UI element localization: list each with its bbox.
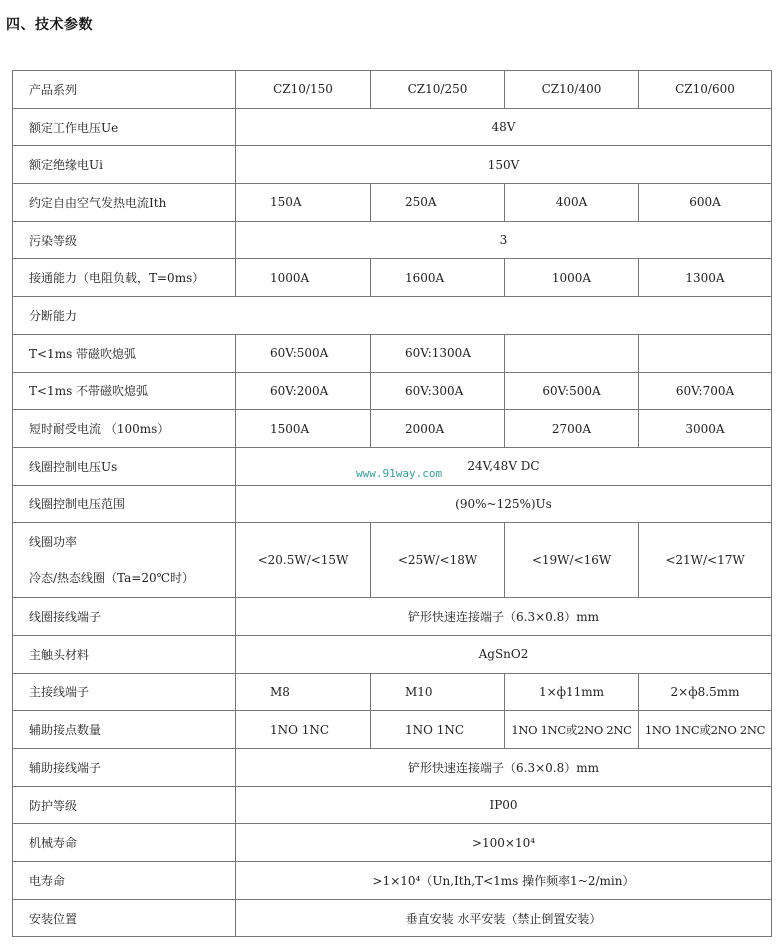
row-label-line: 冷态/热态线圈（Ta=20℃时） (29, 571, 195, 586)
value-cell: <19W/<16W (505, 523, 639, 598)
row-label: 污染等级 (13, 221, 236, 259)
table-row (13, 635, 772, 673)
row-label: 接通能力（电阻负载，T=0ms） (13, 259, 236, 297)
row-label: 额定绝缘电Ui (13, 146, 236, 184)
value-cell: 1NO 1NC或2NO 2NC (505, 711, 639, 749)
table-row (13, 71, 772, 109)
spec-table (12, 70, 772, 937)
table-row (13, 824, 772, 862)
row-label: 额定工作电压Ue (13, 108, 236, 146)
value-cell: 24V,48V DC (236, 447, 772, 485)
row-label: 主触头材料 (13, 635, 236, 673)
value-cell: 2×ф8.5mm (639, 673, 772, 711)
table-row (13, 673, 772, 711)
table-row (13, 184, 772, 222)
row-label: 辅助接点数量 (13, 711, 236, 749)
table-row (13, 297, 772, 335)
value-cell: 600A (639, 184, 772, 222)
value-cell: 1000A (505, 259, 639, 297)
row-label-line: 线圈功率 (29, 535, 78, 550)
value-cell: >100×10⁴ (236, 824, 772, 862)
table-row (13, 334, 772, 372)
table-row (13, 108, 772, 146)
table-row (13, 598, 772, 636)
table-row (13, 523, 772, 598)
value-cell: AgSnO2 (236, 635, 772, 673)
table-row (13, 221, 772, 259)
table-row (13, 862, 772, 900)
value-cell: 60V:300A (371, 372, 505, 410)
value-cell: 2000A (371, 410, 505, 448)
row-label: 分断能力 (13, 297, 772, 335)
table-row (13, 259, 772, 297)
table-row (13, 786, 772, 824)
value-cell: <21W/<17W (639, 523, 772, 598)
value-cell: 1600A (371, 259, 505, 297)
value-cell: 1×ф11mm (505, 673, 639, 711)
value-cell: 250A (371, 184, 505, 222)
row-label: 辅助接线端子 (13, 749, 236, 787)
value-cell: 60V:500A (505, 372, 639, 410)
value-cell: 1300A (639, 259, 772, 297)
value-cell: 1000A (236, 259, 371, 297)
row-label: 主接线端子 (13, 673, 236, 711)
value-cell: 48V (236, 108, 772, 146)
value-cell (505, 334, 639, 372)
model-cell: CZ10/150 (236, 71, 371, 109)
row-label: T<1ms 不带磁吹熄弧 (13, 372, 236, 410)
table-row (13, 711, 772, 749)
value-cell: IP00 (236, 786, 772, 824)
value-cell: 60V:200A (236, 372, 371, 410)
value-cell: 3000A (639, 410, 772, 448)
value-cell: 2700A (505, 410, 639, 448)
table-row (13, 146, 772, 184)
value-cell: <20.5W/<15W (236, 523, 371, 598)
value-cell: 铲形快速连接端子（6.3×0.8）mm (236, 598, 772, 636)
value-cell: 1NO 1NC (236, 711, 371, 749)
table-row (13, 485, 772, 523)
value-cell: (90%~125%)Us (236, 485, 772, 523)
value-cell: >1×10⁴（Un,Ith,T<1ms 操作频率1~2/min） (236, 862, 772, 900)
value-cell: 400A (505, 184, 639, 222)
value-cell: 铲形快速连接端子（6.3×0.8）mm (236, 749, 772, 787)
row-label: T<1ms 带磁吹熄弧 (13, 334, 236, 372)
value-cell: 60V:1300A (371, 334, 505, 372)
value-cell: 60V:700A (639, 372, 772, 410)
value-cell: 1500A (236, 410, 371, 448)
value-cell: 垂直安装 水平安装（禁止倒置安装） (236, 899, 772, 937)
value-cell: 150A (236, 184, 371, 222)
row-label: 约定自由空气发热电流Ith (13, 184, 236, 222)
table-row (13, 899, 772, 937)
row-label: 线圈接线端子 (13, 598, 236, 636)
table-row (13, 749, 772, 787)
model-cell: CZ10/600 (639, 71, 772, 109)
section-title: 四、技术参数 (6, 17, 93, 33)
table-row (13, 372, 772, 410)
row-label (13, 523, 236, 598)
row-label: 线圈控制电压范围 (13, 485, 236, 523)
row-label: 安装位置 (13, 899, 236, 937)
row-label: 产品系列 (13, 71, 236, 109)
row-label: 防护等级 (13, 786, 236, 824)
value-cell: 150V (236, 146, 772, 184)
value-cell: M8 (236, 673, 371, 711)
value-cell: <25W/<18W (371, 523, 505, 598)
watermark: www.91way.com (356, 467, 443, 480)
value-cell (639, 334, 772, 372)
row-label: 机械寿命 (13, 824, 236, 862)
value-cell: M10 (371, 673, 505, 711)
value-cell: 1NO 1NC (371, 711, 505, 749)
table-row (13, 410, 772, 448)
row-label: 短时耐受电流 （100ms） (13, 410, 236, 448)
model-cell: CZ10/400 (505, 71, 639, 109)
row-label: 电寿命 (13, 862, 236, 900)
value-cell: 60V:500A (236, 334, 371, 372)
model-cell: CZ10/250 (371, 71, 505, 109)
value-cell: 1NO 1NC或2NO 2NC (639, 711, 772, 749)
row-label: 线圈控制电压Us (13, 447, 236, 485)
value-cell: 3 (236, 221, 772, 259)
